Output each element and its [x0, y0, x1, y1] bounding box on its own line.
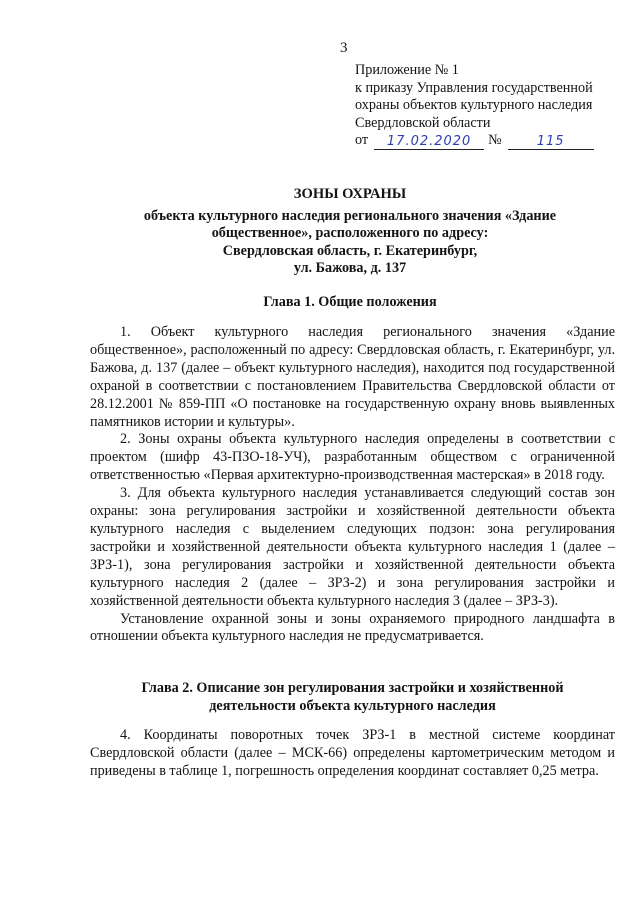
title-line: объекта культурного наследия регионального значения «Здание — [143, 207, 557, 224]
title-line: Свердловская область, г. Екатеринбург, — [222, 242, 478, 259]
date-prefix: от — [355, 132, 369, 149]
page-number: 3 — [340, 40, 348, 56]
title-line: общественное», расположенного по адресу: — [211, 225, 489, 242]
chapter-2-heading — [90, 680, 615, 715]
document-title — [90, 186, 610, 278]
title-line: ул. Бажова, д. 137 — [293, 260, 407, 277]
paragraph-1: 1. Объект культурного наследия регионального значения «Здание общественное», расположенный по адресу: Свердловская область, г. Екатеринбург, ул. Бажова, д. 137 (далее – объект культурного наследия), находится под государственной охраной в соответствии с постановлением Правительства Свердловской области от 28.12.2001 № 859-ПП «О постановке на государственную охрану вновь выявленных памятников истории и культуры». — [90, 324, 615, 430]
paragraph-4: Установление охранной зоны и зоны охраняемого природного ландшафта в отношении объекта культурного наследия не предусматривается. — [90, 610, 615, 645]
chapter-1-heading: Глава 1. Общие положения — [263, 294, 437, 310]
order-date-number — [355, 132, 635, 150]
title-main: ЗОНЫ ОХРАНЫ — [293, 186, 407, 202]
chapter-1-body — [90, 324, 615, 646]
chapter-2-heading-line: деятельности объекта культурного наследия — [209, 697, 496, 714]
paragraph-5: 4. Координаты поворотных точек ЗРЗ-1 в местной системе координат Свердловской области (далее – МСК-66) определены картометрическим методом и приведены в таблице 1, погрешность определения координат составляет 0,25 метра. — [90, 727, 615, 779]
appendix-line: охраны объектов культурного наследия — [355, 97, 593, 114]
paragraph-3: 3. Для объекта культурного наследия устанавливается следующий состав зон охраны: зона регулирования застройки и хозяйственной деятельности объекта культурного наследия с выделением следующих подзон: зона регулирования застройки и хозяйственной деятельности объекта культурного наследия 1 (далее – ЗРЗ-1), зона регулирования застройки и хозяйственной деятельности объекта культурного наследия 2 (далее – ЗРЗ-2) и зона регулирования застройки и хозяйственной деятельности объекта культурного наследия 3 (далее – ЗРЗ-3). — [90, 485, 615, 609]
paragraph-2: 2. Зоны охраны объекта культурного наследия определены в соответствии с проектом (шифр 43-ПЗО-18-УЧ), разработанным обществом с ограниченной ответственностью «Первая архитектурно-производственная мастерская» в 2018 году. — [90, 431, 615, 484]
appendix-block — [355, 62, 635, 150]
chapter-2-heading-line: Глава 2. Описание зон регулирования застройки и хозяйственной — [141, 680, 564, 696]
appendix-line: к приказу Управления государственной — [355, 79, 593, 96]
chapter-2-body — [90, 727, 615, 781]
handwritten-number: 115 — [508, 135, 594, 150]
appendix-title: Приложение № 1 — [355, 62, 459, 78]
number-prefix: № — [488, 132, 502, 149]
appendix-line: Свердловской области — [355, 114, 491, 131]
handwritten-date: 17.02.2020 — [374, 135, 484, 150]
